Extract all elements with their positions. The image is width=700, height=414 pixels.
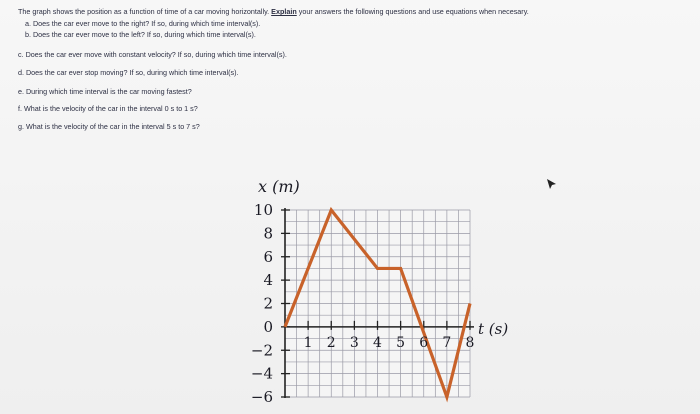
y-tick-label: 10 (253, 201, 273, 219)
intro-emphasis: Explain (271, 7, 297, 16)
y-tick-label: 8 (263, 224, 273, 243)
y-axis-label: x (m) (258, 177, 300, 196)
x-tick-label: 3 (349, 334, 359, 351)
y-tick-label: 6 (263, 247, 273, 266)
y-tick-label: 0 (263, 317, 273, 336)
question-b: b. Does the car ever move to the left? If so, during which time interval(s). (25, 30, 256, 39)
y-tick-label: −4 (250, 364, 273, 383)
x-axis-label: t (s) (478, 319, 509, 338)
x-tick-label: 7 (442, 334, 452, 351)
question-g: g. What is the velocity of the car in the interval 5 s to 7 s? (18, 121, 200, 131)
question-a: a. Does the car ever move to the right? If so, during which time interval(s). (25, 18, 261, 28)
x-tick-label: 6 (419, 334, 429, 351)
intro-lead: The graph shows the position as a function of time of a car moving horizontally. (18, 7, 270, 16)
question-c: c. Does the car ever move with constant velocity? If so, during which time interval(s). (18, 49, 287, 59)
x-tick-label: 5 (396, 334, 406, 351)
intro-tail: your answers the following questions and use equations when necesary. (298, 7, 529, 16)
x-tick-label: 4 (373, 334, 382, 351)
y-tick-label: −2 (250, 341, 273, 360)
x-tick-label: 2 (326, 334, 336, 351)
question-d: d. Does the car ever stop moving? If so, during which time interval(s). (18, 68, 239, 77)
y-tick-label: 4 (263, 271, 273, 290)
x-tick-label: 1 (303, 334, 313, 351)
y-tick-label: 2 (263, 294, 273, 313)
question-f: f. What is the velocity of the car in the interval 0 s to 1 s? (18, 104, 198, 113)
pointer-arrow-icon (546, 178, 558, 190)
x-tick-label: 8 (465, 334, 475, 351)
y-tick-label: −6 (250, 388, 273, 406)
question-e: e. During which time interval is the car moving fastest? (18, 86, 192, 96)
